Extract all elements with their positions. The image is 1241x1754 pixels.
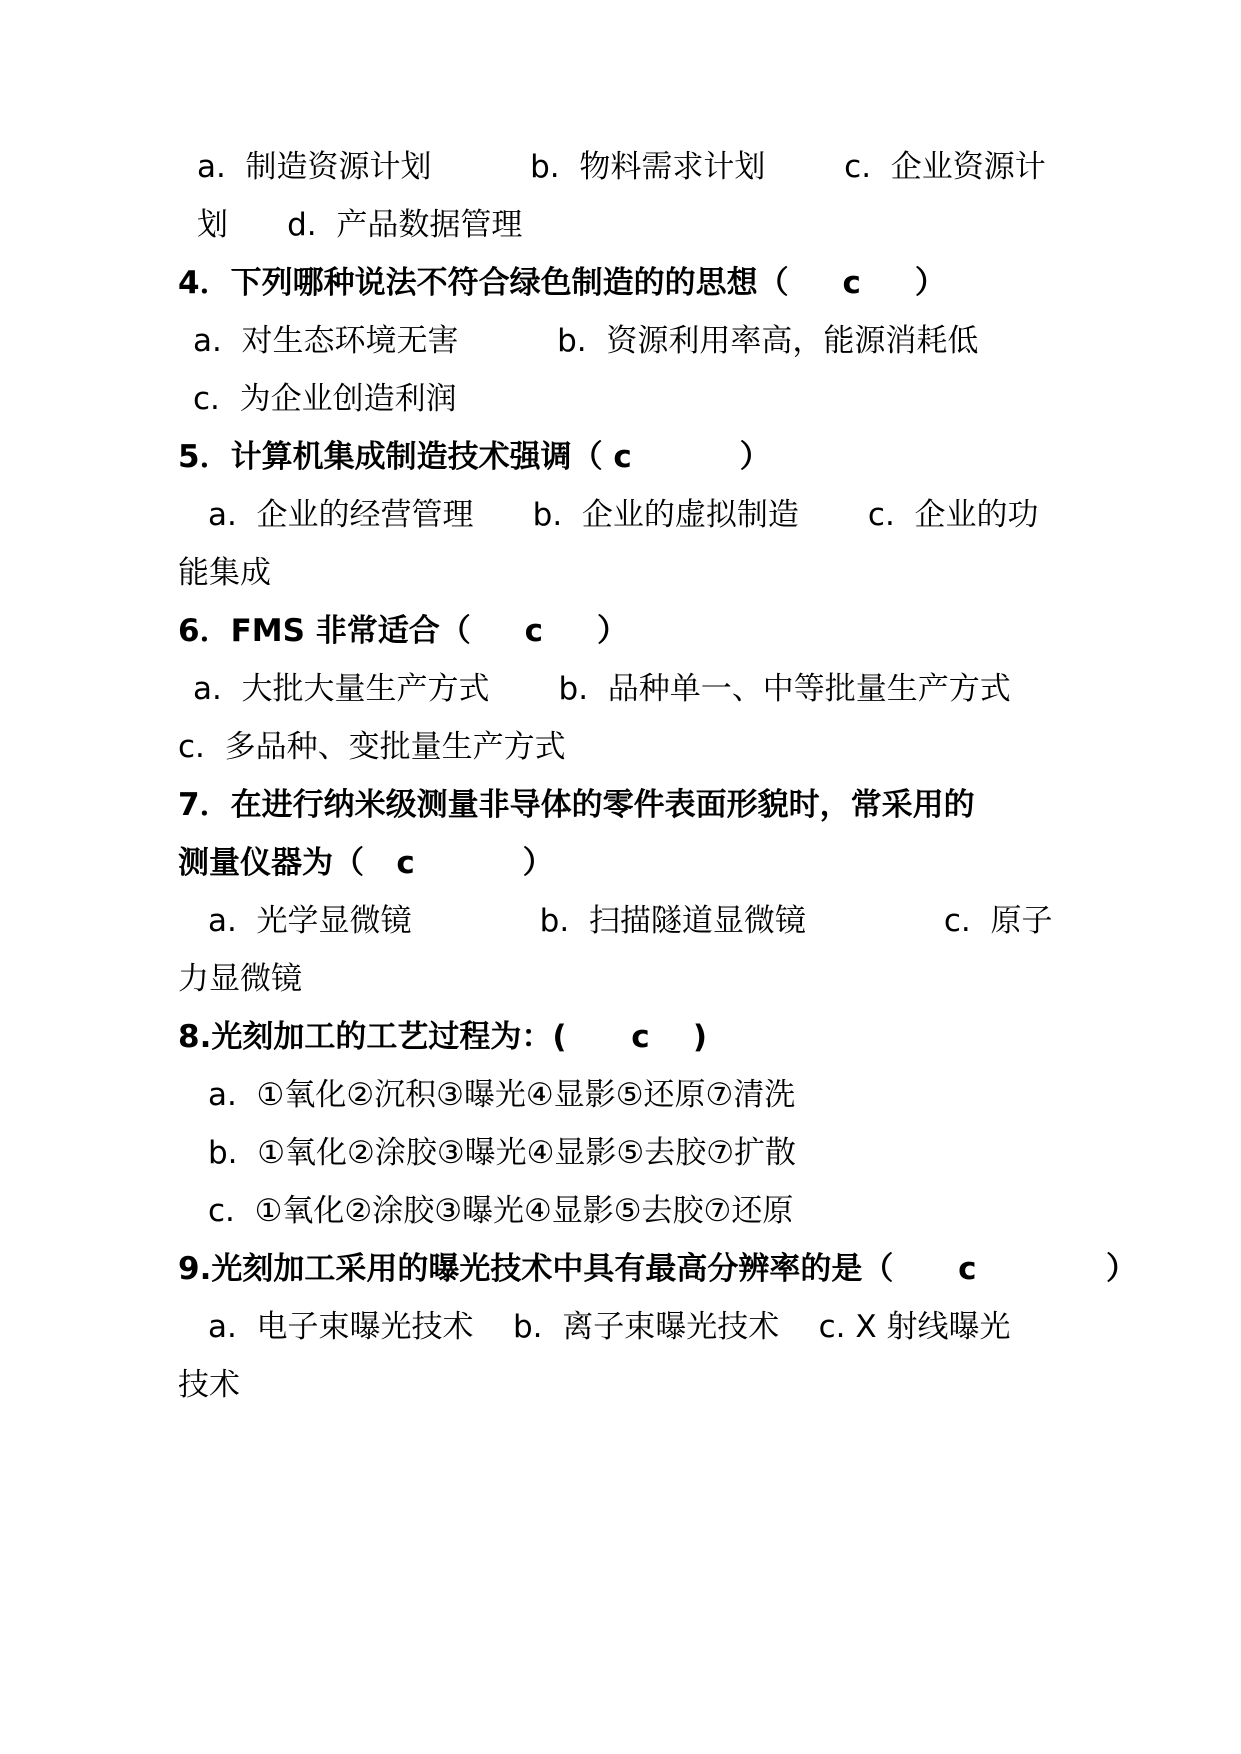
question-7-line-1: 7．在进行纳米级测量非导体的零件表面形貌时，常采用的 — [178, 787, 975, 823]
q8-option-c: c. ①氧化②涂胶③曝光④显影⑤去胶⑦还原 — [208, 1193, 794, 1229]
q3-options-line-2: 划 d. 产品数据管理 — [197, 207, 523, 243]
q8-option-b: b. ①氧化②涂胶③曝光④显影⑤去胶⑦扩散 — [208, 1135, 796, 1171]
q8-option-a: a. ①氧化②沉积③曝光④显影⑤还原⑦清洗 — [208, 1077, 796, 1113]
q5-options-line-1: a. 企业的经营管理 b. 企业的虚拟制造 c. 企业的功 — [208, 497, 1039, 533]
question-9: 9.光刻加工采用的曝光技术中具有最高分辨率的是（ c ） — [178, 1251, 1137, 1287]
question-8: 8.光刻加工的工艺过程为：( c ) — [178, 1019, 707, 1055]
q4-options-line-2: c. 为企业创造利润 — [193, 381, 457, 417]
q7-options-line-2: 力显微镜 — [178, 961, 302, 997]
q5-options-line-2: 能集成 — [178, 555, 271, 591]
question-6: 6．FMS 非常适合（ c ） — [178, 613, 629, 649]
question-4: 4．下列哪种说法不符合绿色制造的的思想（ c ） — [178, 265, 946, 301]
q3-options-line-1: a. 制造资源计划 b. 物料需求计划 c. 企业资源计 — [197, 149, 1046, 185]
q6-options-line-1: a. 大批大量生产方式 b. 品种单一、中等批量生产方式 — [193, 671, 1011, 707]
question-5: 5．计算机集成制造技术强调（ c ） — [178, 439, 771, 475]
q9-options-line-2: 技术 — [178, 1367, 240, 1403]
question-7-line-2: 测量仪器为（ c ） — [178, 845, 554, 881]
q9-options-line-1: a. 电子束曝光技术 b. 离子束曝光技术 c. X 射线曝光 — [208, 1309, 1011, 1345]
q6-options-line-2: c. 多品种、变批量生产方式 — [178, 729, 566, 765]
q4-options-line-1: a. 对生态环境无害 b. 资源利用率高，能源消耗低 — [193, 323, 979, 359]
q7-options-line-1: a. 光学显微镜 b. 扫描隧道显微镜 c. 原子 — [208, 903, 1053, 939]
